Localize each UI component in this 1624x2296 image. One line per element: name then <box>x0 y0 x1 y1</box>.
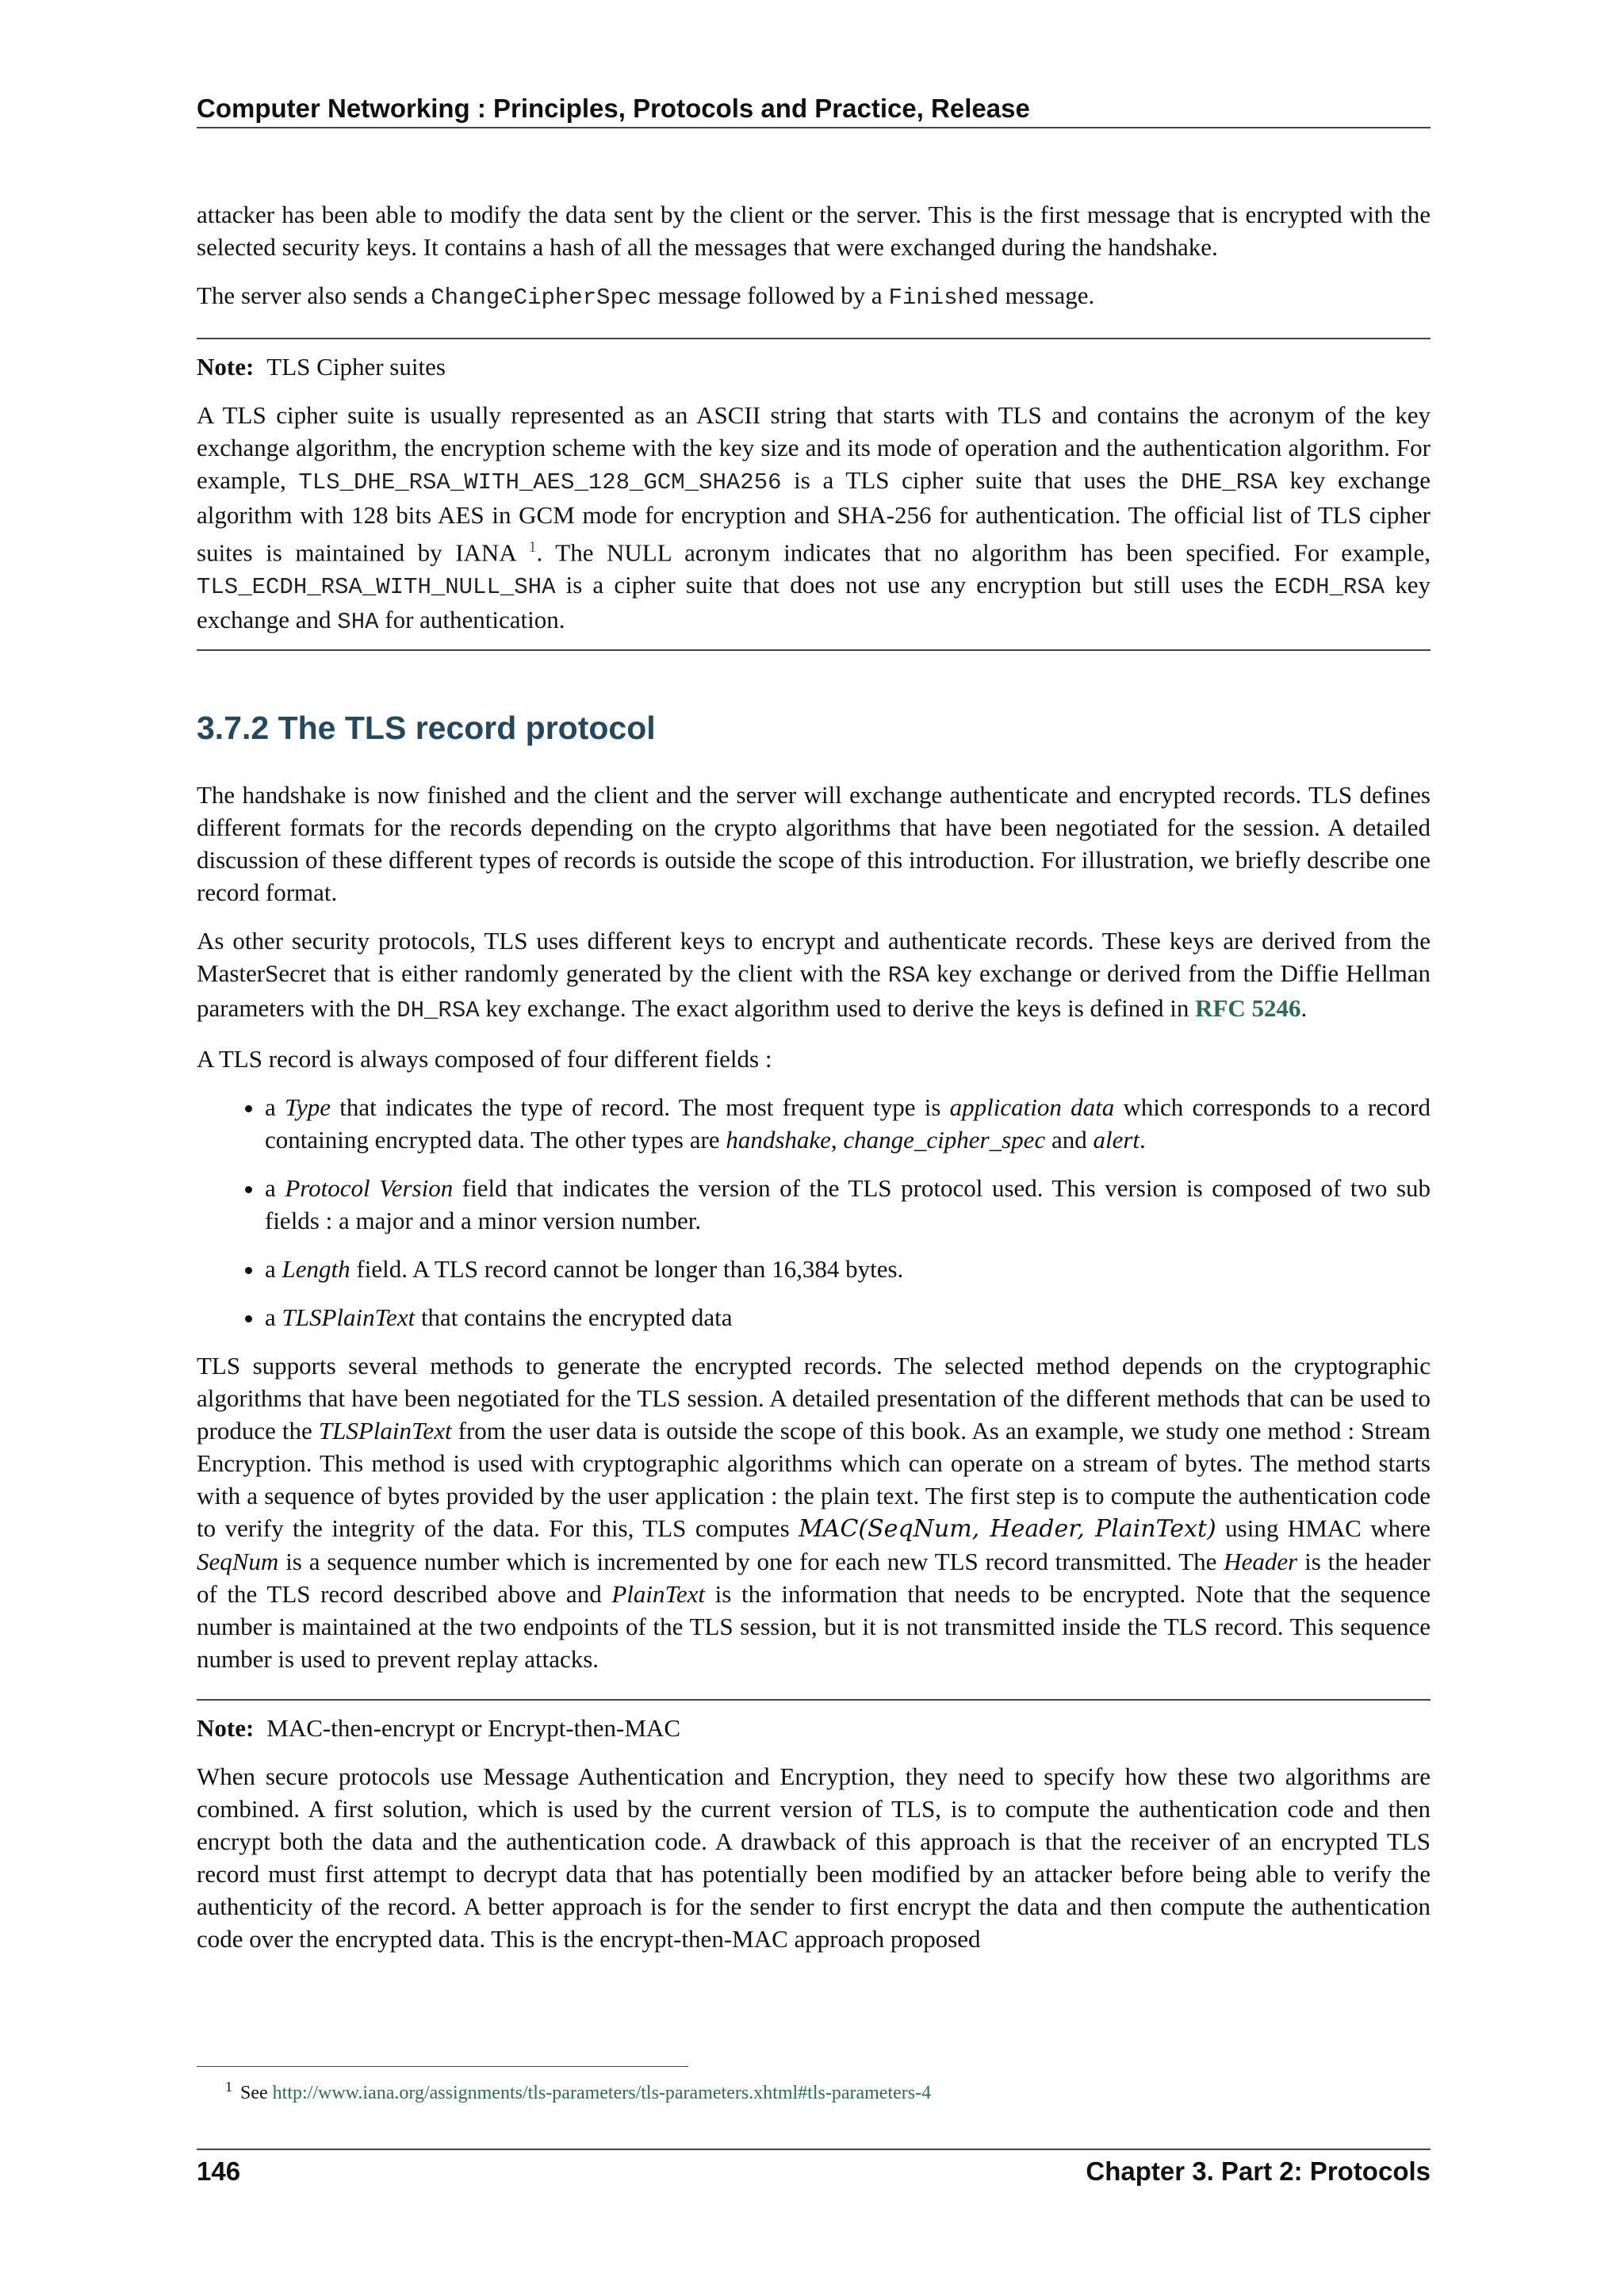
list-item-type: • a Type that indicates the type of record. The most frequent type is application data which corresponds to a record containing encrypted data. The other types are handshake, change_cipher_spec and alert. <box>265 1091 1431 1156</box>
footnote: $^1$ See http://www.iana.org/assignments/tls-parameters/tls-parameters.xhtml#tls-parameters-4 <box>225 2079 932 2103</box>
page-number: 146 <box>197 2156 241 2186</box>
mac-formula: MAC(SeqNum, Header, PlainText) <box>799 1515 1216 1544</box>
record-fields-list <box>197 1091 1431 1334</box>
footnote-reference-link[interactable]: 1 <box>528 538 537 556</box>
page-body <box>197 198 1431 1971</box>
iana-link[interactable]: http://www.iana.org/assignments/tls-parameters/tls-parameters.xhtml#tls-parameters-4 <box>272 2083 932 2103</box>
footer-divider <box>197 2149 1431 2150</box>
note-label: Note: <box>197 353 255 381</box>
intro-paragraph-1: attacker has been able to modify the data sent by the client or the server. This is the first message that is encrypted with the selected security keys. It contains a hash of all the messages that were exchanged during the handshake. <box>197 201 1431 261</box>
note-mac-title: Note: MAC-then-encrypt or Encrypt-then-MAC <box>197 1714 680 1743</box>
record-paragraph-2: As other security protocols, TLS uses different keys to encrypt and authenticate records. These keys are derived from the MasterSecret that is either randomly generated by the client with the RSA key exchange or derived from the Diffie Hellman parameters with the DH_RSA key exchange. The exact algorithm used to derive the keys is defined in RFC 5246. <box>197 927 1431 1024</box>
record-paragraph-1: The handshake is now finished and the client and the server will exchange authenticate and encrypted records. TLS defines different formats for the records depending on the crypto algorithms that have been negotiated for the session. A detailed discussion of these different types of records is outside the scope of this introduction. For illustration, we briefly describe one record format. <box>197 781 1431 907</box>
record-paragraph-3: A TLS record is always composed of four different fields : <box>197 1045 772 1073</box>
note-mac-encrypt <box>197 1699 1431 1955</box>
note-mac-body: When secure protocols use Message Authentication and Encryption, they need to specify how these two algorithms are combined. A first solution, which is used by the current version of TLS, is to compute the authentication code and then encrypt both the data and the authentication code. A drawback of this approach is that the receiver of an encrypted TLS record must first attempt to decrypt data that has potentially been modified by an attacker before being able to verify the authenticity of the record. A better approach is for the sender to first encrypt the data and then compute the authentication code over the encrypted data. This is the encrypt-then-MAC approach proposed <box>197 1762 1431 1954</box>
note-cipher-suites <box>197 338 1431 651</box>
list-item-protocol-version: • a Protocol Version field that indicates the version of the TLS protocol used. This version is composed of two sub fields : a major and a minor version number. <box>265 1172 1431 1237</box>
section-heading: 3.7.2 The TLS record protocol <box>197 710 656 747</box>
list-item-tlsplaintext: • a TLSPlainText that contains the encrypted data <box>265 1301 1431 1334</box>
note-cipher-suites-body: A TLS cipher suite is usually represented as an ASCII string that starts with TLS and contains the acronym of the key exchange algorithm, the encryption scheme with the key size and its mode of operation and the authentication algorithm. For example, TLS_DHE_RSA_WITH_AES_128_GCM_SHA256 is a TLS cipher suite that uses the DHE_RSA key exchange algorithm with 128 bits AES in GCM mode for encryption and SHA-256 for authentication. The official list of TLS cipher suites is maintained by IANA $^1$. The NULL acronym indicates that no algorithm has been specified. For example, TLS_ECDH_RSA_WITH_NULL_SHA is a cipher suite that does not use any encryption but still uses the ECDH_RSA key exchange and SHA for authentication. <box>197 401 1431 636</box>
code-changecipherspec: ChangeCipherSpec <box>431 285 652 311</box>
code-finished: Finished <box>888 285 999 311</box>
footnote-divider <box>197 2066 688 2067</box>
running-header: Computer Networking : Principles, Protocols and Practice, Release <box>197 94 1431 128</box>
note-label: Note: <box>197 1714 255 1743</box>
list-item-length: • a Length field. A TLS record cannot be longer than 16,384 bytes. <box>265 1253 1431 1285</box>
rfc-5246-link[interactable]: RFC 5246 <box>1195 994 1301 1023</box>
intro-paragraph-2: The server also sends a ChangeCipherSpec message followed by a Finished message. <box>197 281 1095 311</box>
record-paragraph-4: TLS supports several methods to generate the encrypted records. The selected method depends on the cryptographic algorithms that have been negotiated for the TLS session. A detailed presentation of the different methods that can be used to produce the TLSPlainText from the user data is outside the scope of this book. As an example, we study one method : Stream Encryption. This method is used with cryptographic algorithms which can operate on a stream of bytes. The method starts with a sequence of bytes provided by the user application : the plain text. The first step is to compute the authentication code to verify the integrity of the data. For this, TLS computes MAC(SeqNum, Header, PlainText) using HMAC where SeqNum is a sequence number which is incremented by one for each new TLS record transmitted. The Header is the header of the TLS record described above and PlainText is the information that needs to be encrypted. Note that the sequence number is maintained at the two endpoints of the TLS session, but it is not transmitted inside the TLS record. This sequence number is used to prevent replay attacks. <box>197 1352 1431 1674</box>
note-cipher-suites-title: Note: TLS Cipher suites <box>197 353 446 381</box>
footer-chapter-title: Chapter 3. Part 2: Protocols <box>1086 2156 1431 2186</box>
